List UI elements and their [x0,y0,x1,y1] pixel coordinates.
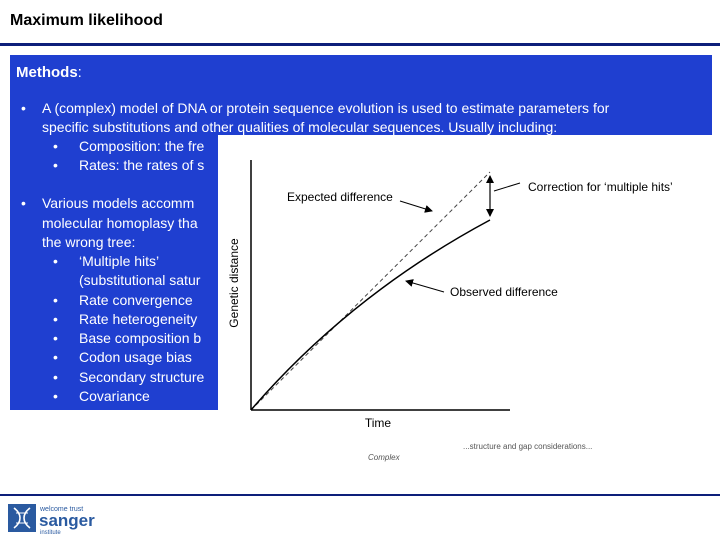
bullet2-item-codon-usage: Codon usage bias [79,349,192,365]
bullet-marker: • [53,349,58,365]
top-rule [0,43,720,46]
bullet2-item-rate-convergence: Rate convergence [79,292,193,308]
bullet2-item-rate-heterogeneity: Rate heterogeneity [79,311,198,327]
bullet1-line2: specific substitutions and other qualities of molecular sequences. Usually including: [42,119,558,135]
bullet2-line2: molecular homoplasy tha [42,215,198,231]
methods-heading-text: Methods [16,64,78,81]
xlabel: Time [364,416,392,430]
label-expected-difference: Expected difference [287,190,393,204]
sanger-logo-mark [8,502,108,536]
sanger-logo [8,502,108,541]
bullet1-sub1: Composition: the fre [79,138,205,154]
bullet-marker: • [53,138,58,154]
slide-title: Maximum likelihood [10,12,163,29]
bullet-marker: • [53,157,58,173]
bullet2-item-covariance: Covariance [79,388,150,404]
bullet2-item-saturation: (substitutional satur [79,272,201,288]
bullet-marker: • [21,100,26,116]
expected-pointer [400,201,432,211]
bullet2-line3: the wrong tree: [42,234,136,250]
bullet1-sub2: Rates: the rates of s [79,157,205,173]
logo-line2: sanger [39,511,95,530]
observed-pointer [406,281,444,292]
correction-pointer [494,183,520,191]
bullet2-item-multiple-hits: ‘Multiple hits’ [79,253,160,269]
label-observed-difference: Observed difference [450,285,558,299]
bullet-marker: • [53,369,58,385]
observed-curve [251,220,490,410]
bullet2-item-base-composition: Base composition b [79,330,202,346]
methods-heading [16,64,82,81]
bullet-marker: • [53,253,58,269]
bullet-marker: • [21,195,26,211]
ylabel: Genetic distance [227,238,241,328]
multiple-hits-figure [218,135,720,460]
logo-line3: institute [40,530,61,536]
bullet2-item-secondary-structure: Secondary structure [79,369,205,385]
logo-line1: welcome trust [40,506,84,513]
methods-heading-colon: : [77,64,82,81]
label-correction: Correction for ‘multiple hits’ [528,180,673,194]
bottom-rule [0,494,720,496]
bullet-marker: • [53,388,58,404]
bullet1-line1: A (complex) model of DNA or protein sequence evolution is used to estimate parameters for [42,100,610,116]
bullet-marker: • [53,330,58,346]
bullet-marker: • [53,292,58,308]
bullet2-line1: Various models accomm [42,195,195,211]
bullet-marker: • [53,311,58,327]
distance-time-diagram [218,135,720,460]
complex-caption: Complex [368,453,400,462]
faint-caption: ...structure and gap considerations... [463,442,593,451]
